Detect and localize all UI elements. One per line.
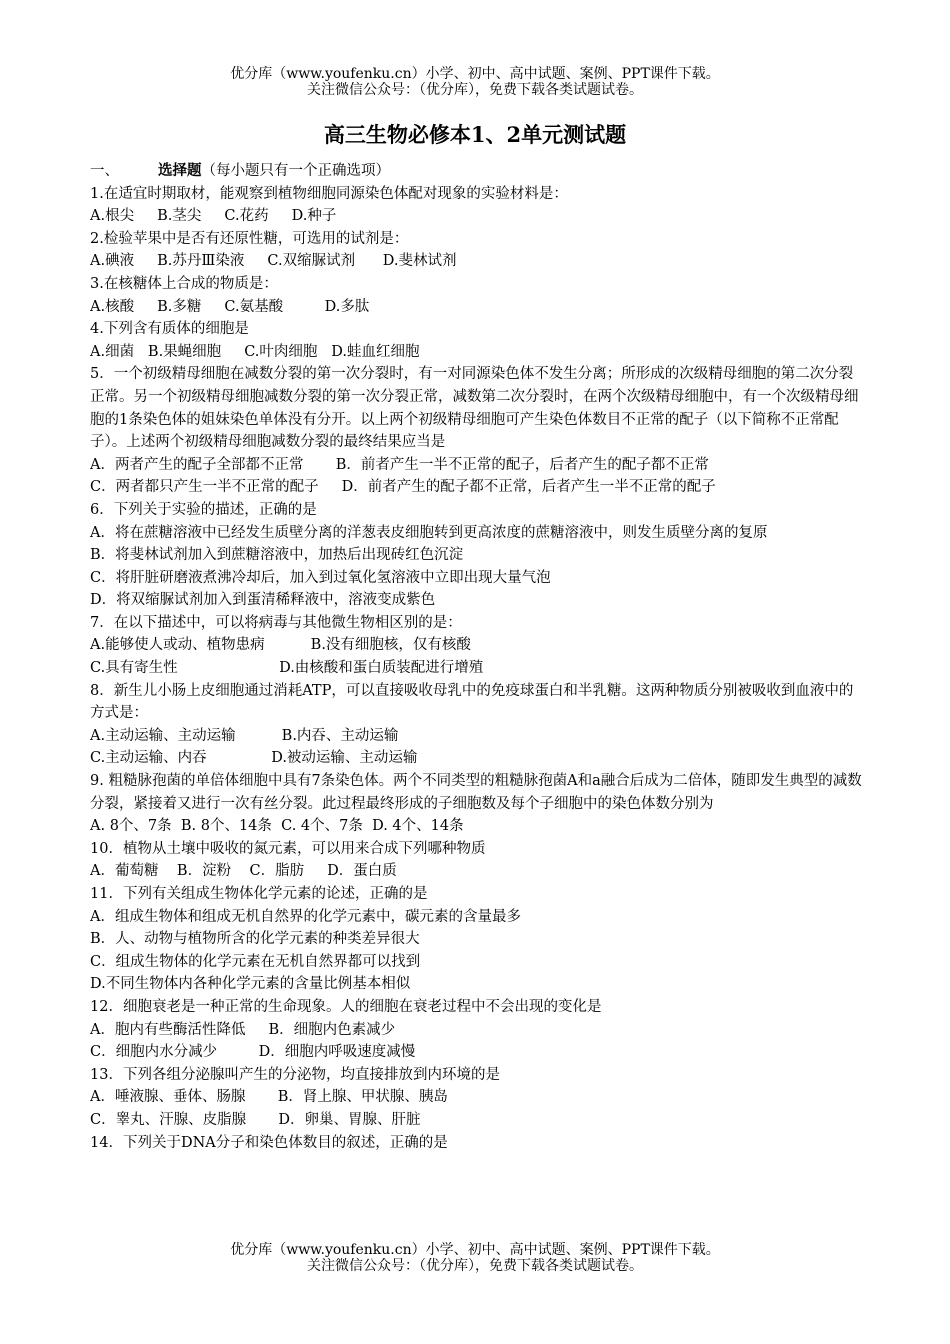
- question-6-option-a: A．将在蔗糖溶液中已经发生质壁分离的洋葱表皮细胞转到更高浓度的蔗糖溶液中，则发生质壁分离的复原: [90, 524, 768, 541]
- section-number: 一、: [90, 163, 119, 179]
- section-heading: [90, 160, 865, 183]
- question-7-options-cd: C.具有寄生性 D.由核酸和蛋白质装配进行增殖: [90, 660, 484, 677]
- question-10: 10．植物从土壤中吸收的氮元素，可以用来合成下列哪种物质: [90, 840, 486, 857]
- question-6-option-c: C．将肝脏研磨液煮沸冷却后，加入到过氧化氢溶液中立即出现大量气泡: [90, 569, 551, 586]
- question-4-options: A.细菌 B.果蝇细胞 C.叶肉细胞 D.蛙血红细胞: [90, 343, 420, 360]
- footer-line-1: 优分库（www.youfenku.cn）小学、初中、高中试题、案例、PPT课件下载。: [230, 1242, 720, 1258]
- question-13-options-cd: C．睾丸、汗腺、皮脂腺 D．卵巢、胃腺、肝脏: [90, 1111, 421, 1128]
- question-11: 11．下列有关组成生物体化学元素的论述，正确的是: [90, 886, 428, 902]
- page-footer: [0, 1242, 950, 1274]
- section-note: （每小题只有一个正确选项）: [201, 163, 390, 179]
- question-9: 9. 粗糙脉孢菌的单倍体细胞中具有7条染色体。两个不同类型的粗糙脉孢菌A和a融合后成为二倍体，随即发生典型的减数分裂，紧接着又进行一次有丝分裂。此过程最终形成的子细胞数及每个子细胞中的染色体数分别为: [90, 773, 862, 812]
- question-8: 8．新生儿小肠上皮细胞通过消耗ATP，可以直接吸收母乳中的免疫球蛋白和半乳糖。这两种物质分别被吸收到血液中的方式是：: [90, 682, 854, 722]
- question-14: 14．下列关于DNA分子和染色体数目的叙述，正确的是: [90, 1134, 448, 1151]
- question-2: 2.检验苹果中是否有还原性糖，可选用的试剂是：: [90, 230, 409, 247]
- question-9-options: A. 8个、7条 B. 8个、14条 C. 4个、7条 D. 4个、14条: [90, 818, 464, 835]
- question-8-options-cd: C.主动运输、内吞 D.被动运输、主动运输: [90, 750, 418, 767]
- question-11-option-d: D.不同生物体内各种化学元素的含量比例基本相似: [90, 976, 411, 993]
- page-title: 高三生物必修本1、2单元测试题: [323, 122, 627, 147]
- question-13-options-ab: A．唾液腺、垂体、肠腺 B．肾上腺、甲状腺、胰岛: [90, 1089, 448, 1106]
- question-6: 6．下列关于实验的描述，正确的是: [90, 501, 317, 518]
- question-6-option-d: D．将双缩脲试剂加入到蛋清稀释液中，溶液变成紫色: [90, 592, 436, 609]
- question-5: 5．一个初级精母细胞在减数分裂的第一次分裂时，有一对同源染色体不发生分离；所形成的次级精母细胞的第二次分裂正常。另一个初级精母细胞减数分裂的第一次分裂正常，减数第二次分裂时，在两个次级精母细胞中，有一个次级精母细胞的1条染色体的姐妹染色单体没有分开。以上两个初级精母细胞可产生染色体数目不正常的配子（以下简称不正常配子）。上述两个初级精母细胞减数分裂的最终结果应当是: [90, 366, 859, 451]
- question-4: 4.下列含有质体的细胞是: [90, 321, 249, 338]
- question-1-options: A.根尖 B.茎尖 C.花药 D.种子: [90, 208, 337, 225]
- question-7: 7．在以下描述中，可以将病毒与其他微生物相区别的是：: [90, 614, 462, 631]
- question-10-options: A．葡萄糖 B．淀粉 C．脂肪 D．蛋白质: [90, 863, 397, 880]
- question-list: [90, 160, 865, 1154]
- question-1: 1.在适宜时期取材，能观察到植物细胞同源染色体配对现象的实验材料是：: [90, 185, 568, 202]
- question-3: 3.在核糖体上合成的物质是：: [90, 275, 278, 292]
- question-13: 13．下列各组分泌腺叫产生的分泌物，均直接排放到内环境的是: [90, 1066, 500, 1083]
- page-header: [0, 66, 950, 98]
- footer-line-2: 关注微信公众号：（优分库），免费下载各类试题试卷。: [307, 1258, 643, 1274]
- question-2-options: A.碘液 B.苏丹Ⅲ染液 C.双缩脲试剂 D.斐林试剂: [90, 253, 457, 270]
- header-line-1: 优分库（www.youfenku.cn）小学、初中、高中试题、案例、PPT课件下载。: [230, 66, 720, 82]
- header-line-2: 关注微信公众号：（优分库），免费下载各类试题试卷。: [307, 82, 643, 98]
- section-name: 选择题: [158, 162, 202, 179]
- question-11-option-b: B．人、动物与植物所含的化学元素的种类差异很大: [90, 931, 420, 948]
- question-12-options-cd: C．细胞内水分减少 D．细胞内呼吸速度减慢: [90, 1044, 416, 1061]
- question-6-option-b: B．将斐林试剂加入到蔗糖溶液中，加热后出现砖红色沉淀: [90, 547, 464, 564]
- question-12: 12．细胞衰老是一种正常的生命现象。人的细胞在衰老过程中不会出现的变化是: [90, 998, 602, 1015]
- question-5-options-ab: A．两者产生的配子全部都不正常 B．前者产生一半不正常的配子，后者产生的配子都不正常: [90, 456, 709, 473]
- question-5-options-cd: C．两者都只产生一半不正常的配子 D．前者产生的配子都不正常，后者产生一半不正常的配子: [90, 479, 716, 496]
- question-7-options-ab: A.能够使人或动、植物患病 B.没有细胞核，仅有核酸: [90, 637, 471, 654]
- question-12-options-ab: A．胞内有些酶活性降低 B．细胞内色素减少: [90, 1021, 396, 1038]
- question-3-options: A.核酸 B.多糖 C.氨基酸 D.多肽: [90, 298, 370, 315]
- question-8-options-ab: A.主动运输、主动运输 B.内吞、主动运输: [90, 727, 399, 744]
- question-11-option-c: C．组成生物体的化学元素在无机自然界都可以找到: [90, 953, 421, 970]
- question-11-option-a: A．组成生物体和组成无机自然界的化学元素中，碳元素的含量最多: [90, 908, 521, 925]
